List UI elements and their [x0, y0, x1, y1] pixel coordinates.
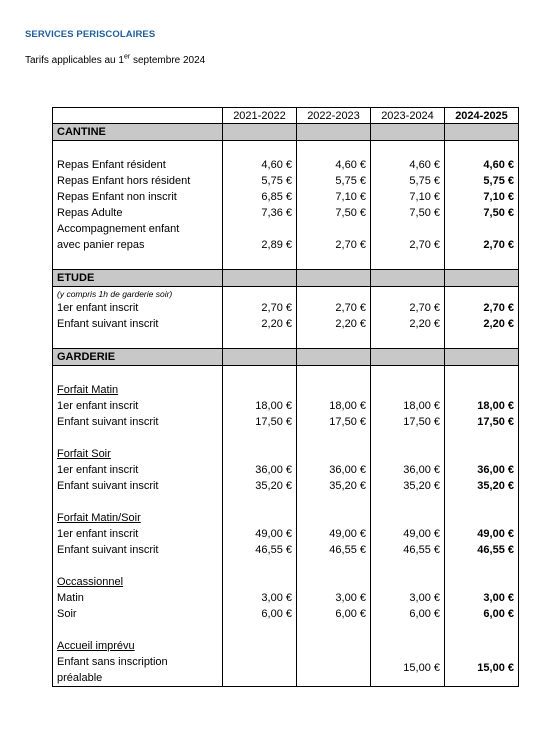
section-header-etude [53, 270, 519, 287]
price-cell: 7,36 € [223, 205, 297, 221]
subsection-title: Accueil imprévu [53, 638, 223, 654]
price-cell-current: 18,00 € [445, 398, 519, 414]
price-cell: 36,00 € [371, 462, 445, 478]
header-blank-cell [53, 108, 223, 124]
table-row [53, 526, 519, 542]
price-cell-current: 7,50 € [445, 205, 519, 221]
price-cell: 4,60 € [297, 157, 371, 173]
subsection-title-row [53, 574, 519, 590]
row-label: 1er enfant inscrit [53, 398, 223, 414]
price-cell: 35,20 € [297, 478, 371, 494]
spacer-row [53, 366, 519, 383]
row-label: Enfant suivant inscrit [53, 542, 223, 558]
price-cell-current: 5,75 € [445, 173, 519, 189]
year-header: 2022-2023 [297, 108, 371, 124]
price-cell: 6,00 € [223, 606, 297, 622]
price-cell-current: 3,00 € [445, 590, 519, 606]
price-cell: 2,89 € [223, 237, 297, 253]
price-cell [223, 670, 297, 687]
price-cell: 36,00 € [297, 462, 371, 478]
row-label: 1er enfant inscrit [53, 526, 223, 542]
section-header-cantine [53, 124, 519, 141]
table-row [53, 606, 519, 622]
price-cell: 18,00 € [371, 398, 445, 414]
price-cell: 7,10 € [297, 189, 371, 205]
row-label: Enfant suivant inscrit [53, 414, 223, 430]
spacer-row [53, 253, 519, 270]
year-header-current: 2024-2025 [445, 108, 519, 124]
subsection-title: Forfait Matin [53, 382, 223, 398]
table-row [53, 670, 519, 687]
table-row [53, 300, 519, 316]
price-cell: 18,00 € [297, 398, 371, 414]
price-cell: 49,00 € [223, 526, 297, 542]
price-cell-current: 2,70 € [445, 300, 519, 316]
row-label: Repas Enfant non inscrit [53, 189, 223, 205]
date-prefix: Tarifs applicables au 1 [25, 55, 124, 66]
tariff-date-line [25, 55, 205, 66]
page-heading: SERVICES PERISCOLAIRES [25, 29, 156, 40]
subsection-title-row [53, 510, 519, 526]
row-label: 1er enfant inscrit [53, 462, 223, 478]
price-cell-current: 2,20 € [445, 316, 519, 332]
row-label: Repas Enfant hors résident [53, 173, 223, 189]
price-cell: 46,55 € [223, 542, 297, 558]
price-cell: 46,55 € [371, 542, 445, 558]
year-header: 2023-2024 [371, 108, 445, 124]
table-row [53, 221, 519, 237]
table-row [53, 205, 519, 221]
price-cell: 2,70 € [297, 300, 371, 316]
price-cell: 2,20 € [297, 316, 371, 332]
section-title: GARDERIE [53, 349, 223, 366]
row-label: 1er enfant inscrit [53, 300, 223, 316]
price-cell: 49,00 € [371, 526, 445, 542]
price-cell: 2,70 € [297, 237, 371, 253]
section-header-garderie [53, 349, 519, 366]
subsection-title: Forfait Soir [53, 446, 223, 462]
price-cell: 2,70 € [371, 237, 445, 253]
price-cell: 35,20 € [371, 478, 445, 494]
price-cell: 17,50 € [371, 414, 445, 430]
spacer-row [53, 332, 519, 349]
spacer-row [53, 622, 519, 638]
table-row [53, 462, 519, 478]
row-label: Enfant suivant inscrit [53, 316, 223, 332]
spacer-row [53, 494, 519, 510]
price-cell: 6,00 € [371, 606, 445, 622]
price-cell: 17,50 € [297, 414, 371, 430]
date-suffix: septembre 2024 [130, 55, 206, 66]
price-cell [297, 670, 371, 687]
price-cell: 49,00 € [297, 526, 371, 542]
price-cell: 46,55 € [297, 542, 371, 558]
tariff-table [52, 107, 519, 687]
price-cell: 4,60 € [223, 157, 297, 173]
price-cell-current: 6,00 € [445, 606, 519, 622]
row-label: Soir [53, 606, 223, 622]
table-row [53, 398, 519, 414]
price-cell: 5,75 € [223, 173, 297, 189]
spacer-row [53, 141, 519, 158]
price-cell-current: 35,20 € [445, 478, 519, 494]
price-cell: 2,70 € [371, 300, 445, 316]
price-cell: 2,20 € [371, 316, 445, 332]
price-cell: 6,00 € [297, 606, 371, 622]
year-header: 2021-2022 [223, 108, 297, 124]
date-superscript: er [123, 53, 131, 61]
table-row [53, 189, 519, 205]
price-cell: 35,20 € [223, 478, 297, 494]
price-cell: 4,60 € [371, 157, 445, 173]
price-cell-current: 2,70 € [445, 237, 519, 253]
row-label: Matin [53, 590, 223, 606]
table-row [53, 542, 519, 558]
price-cell-current: 15,00 € [445, 662, 519, 679]
price-cell-current: 49,00 € [445, 526, 519, 542]
table-row [53, 590, 519, 606]
subsection-title: Forfait Matin/Soir [53, 510, 223, 526]
price-cell: 36,00 € [223, 462, 297, 478]
table-row [53, 157, 519, 173]
row-label: avec panier repas [53, 237, 223, 253]
price-cell-current: 36,00 € [445, 462, 519, 478]
price-cell: 5,75 € [371, 173, 445, 189]
subsection-title: Occassionnel [53, 574, 223, 590]
price-cell: 2,20 € [223, 316, 297, 332]
price-cell: 3,00 € [297, 590, 371, 606]
subsection-title-row [53, 446, 519, 462]
price-cell-current: 4,60 € [445, 157, 519, 173]
price-cell-current: 46,55 € [445, 542, 519, 558]
table-row [53, 237, 519, 253]
spacer-row [53, 558, 519, 574]
price-cell: 18,00 € [223, 398, 297, 414]
row-label: Enfant sans inscription [53, 654, 223, 670]
table-row [53, 316, 519, 332]
price-cell: 6,85 € [223, 189, 297, 205]
price-cell: 3,00 € [371, 590, 445, 606]
price-cell: 7,50 € [371, 205, 445, 221]
price-cell: 7,10 € [371, 189, 445, 205]
price-cell: 5,75 € [297, 173, 371, 189]
price-cell: 7,50 € [297, 205, 371, 221]
spacer-row [53, 430, 519, 446]
table-row [53, 478, 519, 494]
row-label: Enfant suivant inscrit [53, 478, 223, 494]
row-label: préalable [53, 670, 223, 687]
section-note: (y compris 1h de garderie soir) [53, 287, 223, 301]
row-label: Repas Enfant résident [53, 157, 223, 173]
year-header-row [53, 108, 519, 124]
subsection-title-row [53, 638, 519, 654]
price-cell: 2,70 € [223, 300, 297, 316]
row-label: Repas Adulte [53, 205, 223, 221]
table-row [53, 414, 519, 430]
section-title: ETUDE [53, 270, 223, 287]
section-note-row [53, 287, 519, 301]
price-cell-current: 7,10 € [445, 189, 519, 205]
price-cell: 17,50 € [223, 414, 297, 430]
row-label: Accompagnement enfant [53, 221, 223, 237]
subsection-title-row [53, 382, 519, 398]
price-cell: 15,00 € [371, 662, 445, 679]
price-cell: 3,00 € [223, 590, 297, 606]
table-row [53, 173, 519, 189]
section-title: CANTINE [53, 124, 223, 141]
price-cell-current: 17,50 € [445, 414, 519, 430]
